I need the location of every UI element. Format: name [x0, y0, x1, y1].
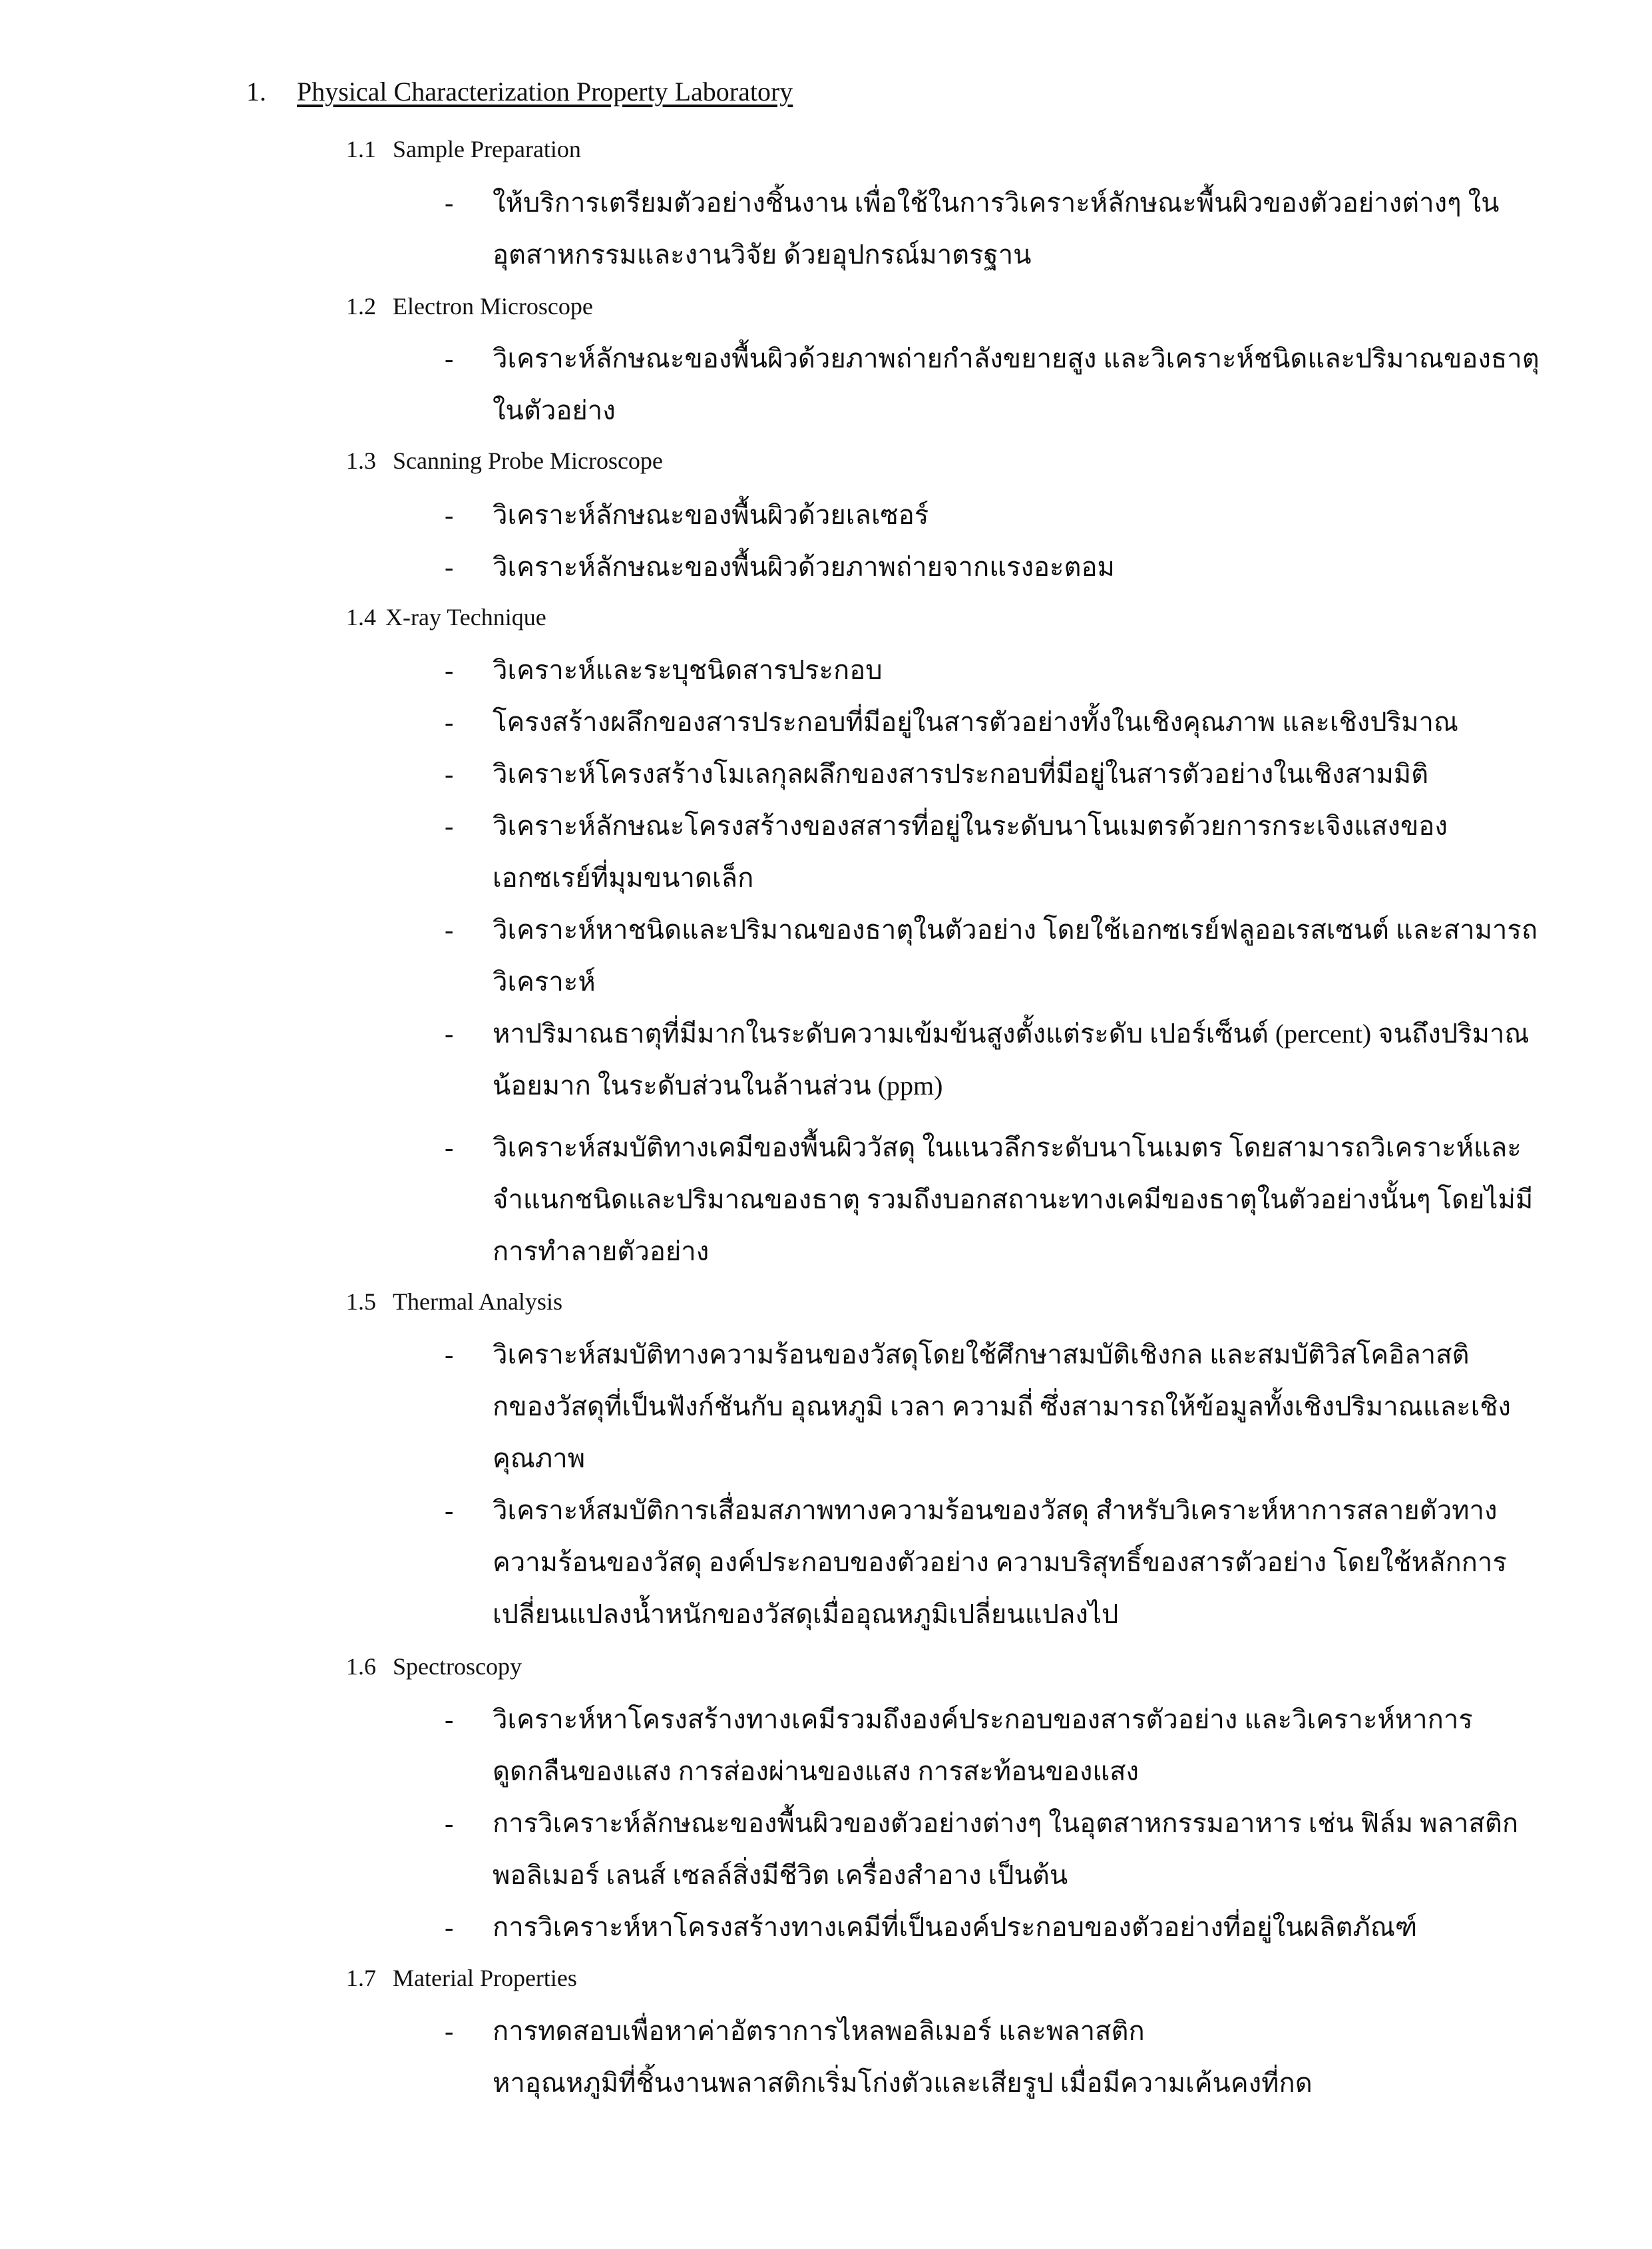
- bullet-dash: -: [445, 188, 454, 218]
- section-title: Electron Microscope: [393, 293, 593, 320]
- bullet-dash: -: [445, 1912, 454, 1942]
- item-line: ความร้อนของวัสดุ องค์ประกอบของตัวอย่าง ความบริสุทธิ์ของสารตัวอย่าง โดยใช้หลักการ: [493, 1547, 1507, 1577]
- section-heading: [346, 1961, 577, 1995]
- item-line: โครงสร้างผลึกของสารประกอบที่มีอยู่ในสารตัวอย่างทั้งในเชิงคุณภาพ และเชิงปริมาณ: [493, 707, 1459, 737]
- item-line: ให้บริการเตรียมตัวอย่างชิ้นงาน เพื่อใช้ในการวิเคราะห์ลักษณะพื้นผิวของตัวอย่างต่างๆ ใน: [493, 188, 1500, 218]
- item-line: เอกซเรย์ที่มุมขนาดเล็ก: [493, 863, 754, 893]
- section-title: X-ray Technique: [385, 604, 546, 630]
- bullet-dash: -: [445, 1704, 454, 1734]
- bullet-dash: -: [445, 1340, 454, 1370]
- item-line: หาอุณหภูมิที่ชิ้นงานพลาสติกเริ่มโก่งตัวและเสียรูป เมื่อมีความเค้นคงที่กด: [493, 2068, 1313, 2098]
- item-line: การทำลายตัวอย่าง: [493, 1236, 710, 1266]
- section-heading: [346, 290, 593, 323]
- section-heading: [346, 132, 581, 166]
- bullet-dash: -: [445, 655, 454, 685]
- section-title: Thermal Analysis: [393, 1288, 562, 1315]
- item-line: วิเคราะห์ลักษณะโครงสร้างของสสารที่อยู่ในระดับนาโนเมตรด้วยการกระเจิงแสงของ: [493, 811, 1448, 841]
- section-heading: [346, 1285, 562, 1318]
- item-line: น้อยมาก ในระดับส่วนในล้านส่วน (ppm): [493, 1071, 943, 1101]
- item-line: พอลิเมอร์ เลนส์ เซลล์สิ่งมีชีวิต เครื่องสำอาง เป็นต้น: [493, 1860, 1068, 1890]
- item-line: วิเคราะห์สมบัติการเสื่อมสภาพทางความร้อนของวัสดุ สำหรับวิเคราะห์หาการสลายตัวทาง: [493, 1495, 1498, 1525]
- bullet-dash: -: [445, 915, 454, 945]
- section-title: Sample Preparation: [393, 136, 581, 162]
- bullet-dash: -: [445, 1132, 454, 1162]
- item-line: อุตสาหกรรมและงานวิจัย ด้วยอุปกรณ์มาตรฐาน: [493, 240, 1032, 270]
- section-number: 1.5: [346, 1288, 376, 1315]
- item-line: ดูดกลืนของแสง การส่องผ่านของแสง การสะท้อนของแสง: [493, 1756, 1139, 1786]
- item-line: วิเคราะห์: [493, 967, 596, 997]
- item-line: เปลี่ยนแปลงน้ำหนักของวัสดุเมื่ออุณหภูมิเปลี่ยนแปลงไป: [493, 1599, 1119, 1629]
- item-line: การวิเคราะห์หาโครงสร้างทางเคมีที่เป็นองค์ประกอบของตัวอย่างที่อยู่ในผลิตภัณฑ์: [493, 1912, 1418, 1942]
- item-line: ในตัวอย่าง: [493, 395, 616, 425]
- bullet-dash: -: [445, 344, 454, 374]
- section-number: 1.6: [346, 1653, 376, 1680]
- item-line: กของวัสดุที่เป็นฟังก์ชันกับ อุณหภูมิ เวลา ความถี่ ซึ่งสามารถให้ข้อมูลทั้งเชิงปริมาณและเชิง: [493, 1391, 1511, 1421]
- section-number: 1.7: [346, 1965, 376, 1991]
- bullet-dash: -: [445, 2016, 454, 2046]
- bullet-dash: -: [445, 552, 454, 582]
- item-line: คุณภาพ: [493, 1443, 586, 1473]
- item-line: วิเคราะห์หาโครงสร้างทางเคมีรวมถึงองค์ประกอบของสารตัวอย่าง และวิเคราะห์หาการ: [493, 1704, 1473, 1734]
- section-heading: [346, 444, 663, 477]
- bullet-dash: -: [445, 759, 454, 789]
- bullet-dash: -: [445, 811, 454, 841]
- item-line: การทดสอบเพื่อหาค่าอัตราการไหลพอลิเมอร์ และพลาสติก: [493, 2016, 1145, 2046]
- section-title: Scanning Probe Microscope: [393, 447, 663, 474]
- bullet-dash: -: [445, 1019, 454, 1049]
- heading-title: Physical Characterization Property Laboratory: [297, 77, 793, 107]
- item-line: วิเคราะห์และระบุชนิดสารประกอบ: [493, 655, 883, 685]
- item-line: จำแนกชนิดและปริมาณของธาตุ รวมถึงบอกสถานะทางเคมีของธาตุในตัวอย่างนั้นๆ โดยไม่มี: [493, 1184, 1534, 1214]
- bullet-dash: -: [445, 1808, 454, 1838]
- section-number: 1.3: [346, 447, 376, 474]
- bullet-dash: -: [445, 1495, 454, 1525]
- section-number: 1.1: [346, 136, 376, 162]
- heading-number: 1.: [246, 77, 266, 107]
- section-title: Material Properties: [393, 1965, 577, 1991]
- item-line: วิเคราะห์สมบัติทางความร้อนของวัสดุโดยใช้ศึกษาสมบัติเชิงกล และสมบัติวิสโคอิลาสติ: [493, 1340, 1470, 1370]
- item-line: หาปริมาณธาตุที่มีมากในระดับความเข้มข้นสูงตั้งแต่ระดับ เปอร์เซ็นต์ (percent) จนถึงปริมาณ: [493, 1019, 1530, 1049]
- item-line: วิเคราะห์หาชนิดและปริมาณของธาตุในตัวอย่าง โดยใช้เอกซเรย์ฟลูออเรสเซนต์ และสามารถ: [493, 915, 1538, 945]
- item-line: วิเคราะห์ลักษณะของพื้นผิวด้วยเลเซอร์: [493, 500, 929, 530]
- main-heading: [246, 72, 793, 112]
- bullet-dash: -: [445, 500, 454, 530]
- item-line: วิเคราะห์ลักษณะของพื้นผิวด้วยภาพถ่ายจากแรงอะตอม: [493, 552, 1115, 582]
- section-heading: [346, 1650, 522, 1683]
- section-title: Spectroscopy: [393, 1653, 522, 1680]
- section-number: 1.4: [346, 604, 376, 630]
- section-number: 1.2: [346, 293, 376, 320]
- item-line: การวิเคราะห์ลักษณะของพื้นผิวของตัวอย่างต่างๆ ในอุตสาหกรรมอาหาร เช่น ฟิล์ม พลาสติก: [493, 1808, 1519, 1838]
- item-line: วิเคราะห์ลักษณะของพื้นผิวด้วยภาพถ่ายกำลังขยายสูง และวิเคราะห์ชนิดและปริมาณของธาตุ: [493, 344, 1540, 374]
- item-line: วิเคราะห์โครงสร้างโมเลกุลผลึกของสารประกอบที่มีอยู่ในสารตัวอย่างในเชิงสามมิติ: [493, 759, 1429, 789]
- section-heading: [346, 601, 546, 634]
- bullet-dash: -: [445, 707, 454, 737]
- item-line: วิเคราะห์สมบัติทางเคมีของพื้นผิววัสดุ ในแนวลึกระดับนาโนเมตร โดยสามารถวิเคราะห์และ: [493, 1132, 1522, 1162]
